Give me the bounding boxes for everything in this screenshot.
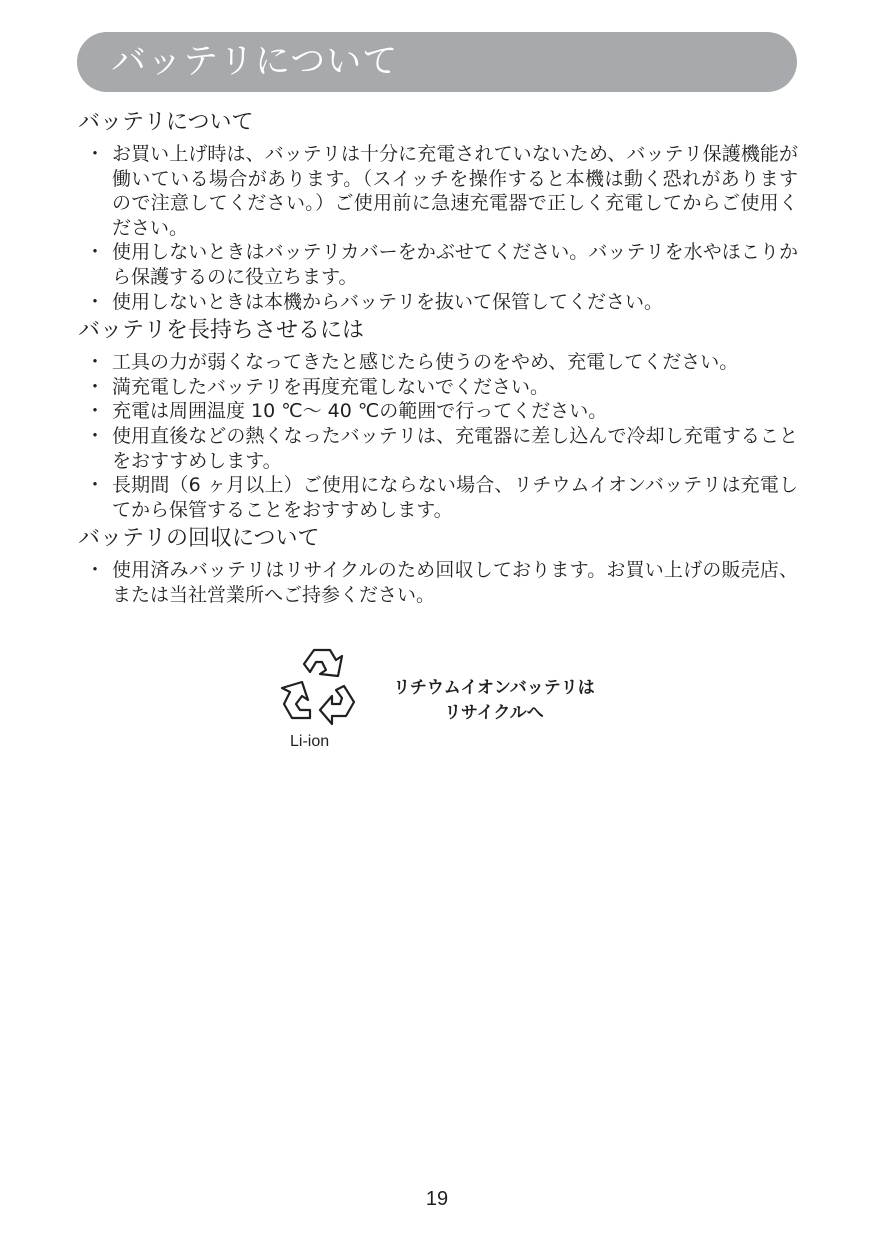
- recycle-notice: [274, 646, 634, 756]
- page-number: 19: [425, 1188, 449, 1210]
- bullet-dot: ・: [85, 400, 105, 423]
- bullet-dot: ・: [85, 143, 105, 165]
- bullet-dot: ・: [85, 424, 105, 447]
- section-heading: バッテリの回収について: [78, 526, 320, 552]
- list-item-text: 使用しないときはバッテリカバーをかぶせてください。バッテリを水やほこりから保護するのに役立ちます。: [112, 241, 798, 288]
- list-item: [78, 473, 798, 522]
- list-item: [78, 399, 798, 424]
- list-item: [78, 240, 798, 289]
- recycle-message-line2: リサイクルへ: [444, 703, 544, 723]
- list-item-text: 使用直後などの熱くなったバッテリは、充電器に差し込んで冷却し充電することをおすすめします。: [112, 424, 798, 472]
- bullet-list: [78, 142, 798, 314]
- section-battery-collection: [78, 524, 798, 607]
- list-item-text: お買い上げ時は、バッテリは十分に充電されていないため、バッテリ保護機能が働いている場合があります。（スイッチを操作すると本機は動く恐れがありますので注意してください。）ご使用前に急速充電器で正しく充電してからご使用ください。: [112, 143, 798, 239]
- bullet-list: [78, 558, 798, 607]
- bullet-list: [78, 350, 798, 522]
- bullet-dot: ・: [85, 559, 105, 582]
- main-content: [78, 108, 798, 610]
- bullet-dot: ・: [85, 375, 105, 398]
- bullet-dot: ・: [85, 290, 105, 313]
- bullet-dot: ・: [85, 474, 105, 497]
- list-item-text: 使用しないときは本機からバッテリを抜いて保管してください。: [112, 290, 664, 313]
- section-heading: バッテリについて: [78, 110, 254, 135]
- bullet-dot: ・: [85, 241, 105, 264]
- section-about-battery: [78, 108, 798, 314]
- page-title: バッテリについて: [111, 41, 399, 82]
- bullet-dot: ・: [85, 351, 105, 374]
- list-item: [78, 142, 798, 240]
- list-item-text: 満充電したバッテリを再度充電しないでください。: [112, 375, 550, 398]
- list-item: [78, 558, 798, 607]
- recycle-message-line1: リチウムイオンバッテリは: [393, 678, 595, 698]
- recycle-icon: [274, 646, 362, 734]
- page-title-banner: [77, 32, 797, 92]
- list-item-text: 長期間（6 ヶ月以上）ご使用にならない場合、リチウムイオンバッテリは充電してから保管することをおすすめします。: [112, 474, 798, 521]
- list-item: [78, 424, 798, 473]
- list-item-text: 工具の力が弱くなってきたと感じたら使うのをやめ、充電してください。: [112, 351, 739, 374]
- list-item-text: 使用済みバッテリはリサイクルのため回収しております。お買い上げの販売店、または当社営業所へご持参ください。: [112, 559, 798, 606]
- section-heading: バッテリを長持ちさせるには: [78, 318, 365, 344]
- list-item: [78, 375, 798, 400]
- list-item: [78, 350, 798, 375]
- section-battery-longevity: [78, 316, 798, 522]
- li-ion-label: Li-ion: [290, 733, 330, 750]
- recycle-message: [382, 676, 606, 726]
- list-item: [78, 290, 798, 315]
- list-item-text: 充電は周囲温度 10 ℃～ 40 ℃の範囲で行ってください。: [112, 400, 608, 423]
